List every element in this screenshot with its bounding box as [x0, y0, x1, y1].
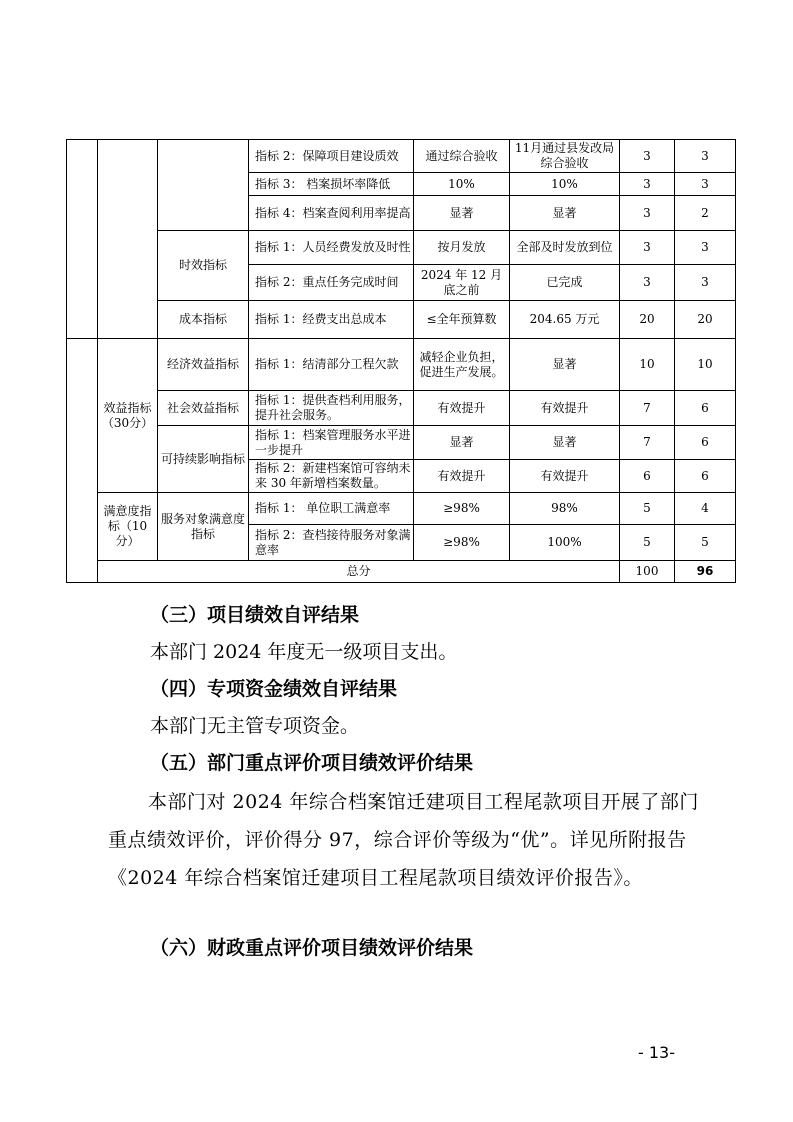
section-4-title: （四）专项资金绩效自评结果	[150, 678, 398, 700]
table-row-target: 显著	[414, 426, 510, 460]
table-row-score: 6	[675, 460, 736, 493]
table-row-indicator: 指标 2：保障项目建设质效	[249, 140, 414, 173]
section-5-title: （五）部门重点评价项目绩效评价结果	[150, 752, 474, 774]
table-row-actual: 11月通过县发改局综合验收	[510, 140, 620, 173]
table-row-target: 有效提升	[414, 391, 510, 426]
table-row-weight: 20	[620, 301, 675, 339]
table-row-indicator: 指标 1： 单位职工满意率	[249, 493, 414, 525]
social-subcategory: 社会效益指标	[158, 391, 249, 426]
table-row-actual: 204.65 万元	[510, 301, 620, 339]
table-row-target: 2024 年 12 月底之前	[414, 265, 510, 301]
table-row-weight: 3	[620, 196, 675, 231]
table-row-score: 6	[675, 391, 736, 426]
table-row-indicator: 指标 3： 档案损坏率降低	[249, 173, 414, 196]
table-row-weight: 10	[620, 339, 675, 391]
table-row-target: 通过综合验收	[414, 140, 510, 173]
table-row-weight: 3	[620, 265, 675, 301]
table-row-actual: 已完成	[510, 265, 620, 301]
table-row-score: 3	[675, 265, 736, 301]
table-row-actual: 10%	[510, 173, 620, 196]
total-weight: 100	[620, 561, 675, 583]
table-row-weight: 3	[620, 140, 675, 173]
table-row-actual: 显著	[510, 339, 620, 391]
page-number: - 13-	[638, 1043, 675, 1062]
table-row-actual: 有效提升	[510, 460, 620, 493]
section-6-title: （六）财政重点评价项目绩效评价结果	[150, 937, 474, 959]
table-row-score: 3	[675, 140, 736, 173]
table-row-score: 20	[675, 301, 736, 339]
table-row-weight: 3	[620, 231, 675, 265]
table-row-target: ≥98%	[414, 493, 510, 525]
table-row-indicator: 指标 1：经费支出总成本	[249, 301, 414, 339]
table-row-indicator: 指标 2：新建档案馆可容纳未来 30 年新增档案数量。	[249, 460, 414, 493]
table-row-target: 10%	[414, 173, 510, 196]
total-label: 总分	[98, 561, 620, 583]
table-row-score: 3	[675, 173, 736, 196]
table-row-actual: 98%	[510, 493, 620, 525]
table-row-weight: 7	[620, 426, 675, 460]
left-empty-column	[67, 339, 98, 583]
table-row-weight: 3	[620, 173, 675, 196]
cost-subcategory: 成本指标	[158, 301, 249, 339]
sustainable-subcategory: 可持续影响指标	[158, 426, 249, 493]
timeliness-subcategory: 时效指标	[158, 231, 249, 301]
table-row-target: 减轻企业负担，促进生产发展。	[414, 339, 510, 391]
table-row-score: 2	[675, 196, 736, 231]
table-row-indicator: 指标 2：查档接待服务对象满意率	[249, 525, 414, 561]
table-row-target: 显著	[414, 196, 510, 231]
benefit-category: 效益指标（30分）	[98, 339, 158, 493]
table-row-score: 3	[675, 231, 736, 265]
table-row-target: ≥98%	[414, 525, 510, 561]
economic-subcategory: 经济效益指标	[158, 339, 249, 391]
table-row-weight: 5	[620, 493, 675, 525]
table-row-score: 6	[675, 426, 736, 460]
table-row-indicator: 指标 1：档案管理服务水平进一步提升	[249, 426, 414, 460]
table-row-indicator: 指标 4：档案查阅利用率提高	[249, 196, 414, 231]
section-3-title: （三）项目绩效自评结果	[150, 604, 360, 626]
table-row-score: 5	[675, 525, 736, 561]
table-row-weight: 5	[620, 525, 675, 561]
satisfaction-category: 满意度指标（10分）	[98, 493, 158, 561]
table-row-target: 按月发放	[414, 231, 510, 265]
output-subcategory-cell	[98, 140, 158, 339]
table-row-actual: 显著	[510, 196, 620, 231]
performance-indicator-table	[66, 139, 736, 583]
table-row-score: 4	[675, 493, 736, 525]
table-row-indicator: 指标 2：重点任务完成时间	[249, 265, 414, 301]
table-row-indicator: 指标 1：结清部分工程欠款	[249, 339, 414, 391]
table-row-score: 10	[675, 339, 736, 391]
quality-subcategory-cell	[158, 140, 249, 231]
table-row-target: ≤全年预算数	[414, 301, 510, 339]
table-row-actual: 100%	[510, 525, 620, 561]
section-5-body: 本部门对 2024 年综合档案馆迁建项目工程尾款项目开展了部门重点绩效评价，评价得分 97，综合评价等级为“优”。详见所附报告《2024 年综合档案馆迁建项目工程尾款项目绩效评价报告》。	[108, 791, 699, 889]
section-3-body: 本部门 2024 年度无一级项目支出。	[150, 641, 458, 663]
section-4-body: 本部门无主管专项资金。	[150, 715, 360, 737]
table-row-weight: 7	[620, 391, 675, 426]
table-row-actual: 有效提升	[510, 391, 620, 426]
table-row-weight: 6	[620, 460, 675, 493]
total-score: 96	[675, 561, 736, 583]
table-row-indicator: 指标 1：人员经费发放及时性	[249, 231, 414, 265]
table-row-actual: 全部及时发放到位	[510, 231, 620, 265]
table-row-target: 有效提升	[414, 460, 510, 493]
table-row-actual: 显著	[510, 426, 620, 460]
table-row-indicator: 指标 1：提供查档利用服务，提升社会服务。	[249, 391, 414, 426]
output-category-cell	[67, 140, 98, 339]
service-satisfaction-subcategory: 服务对象满意度指标	[158, 493, 249, 561]
